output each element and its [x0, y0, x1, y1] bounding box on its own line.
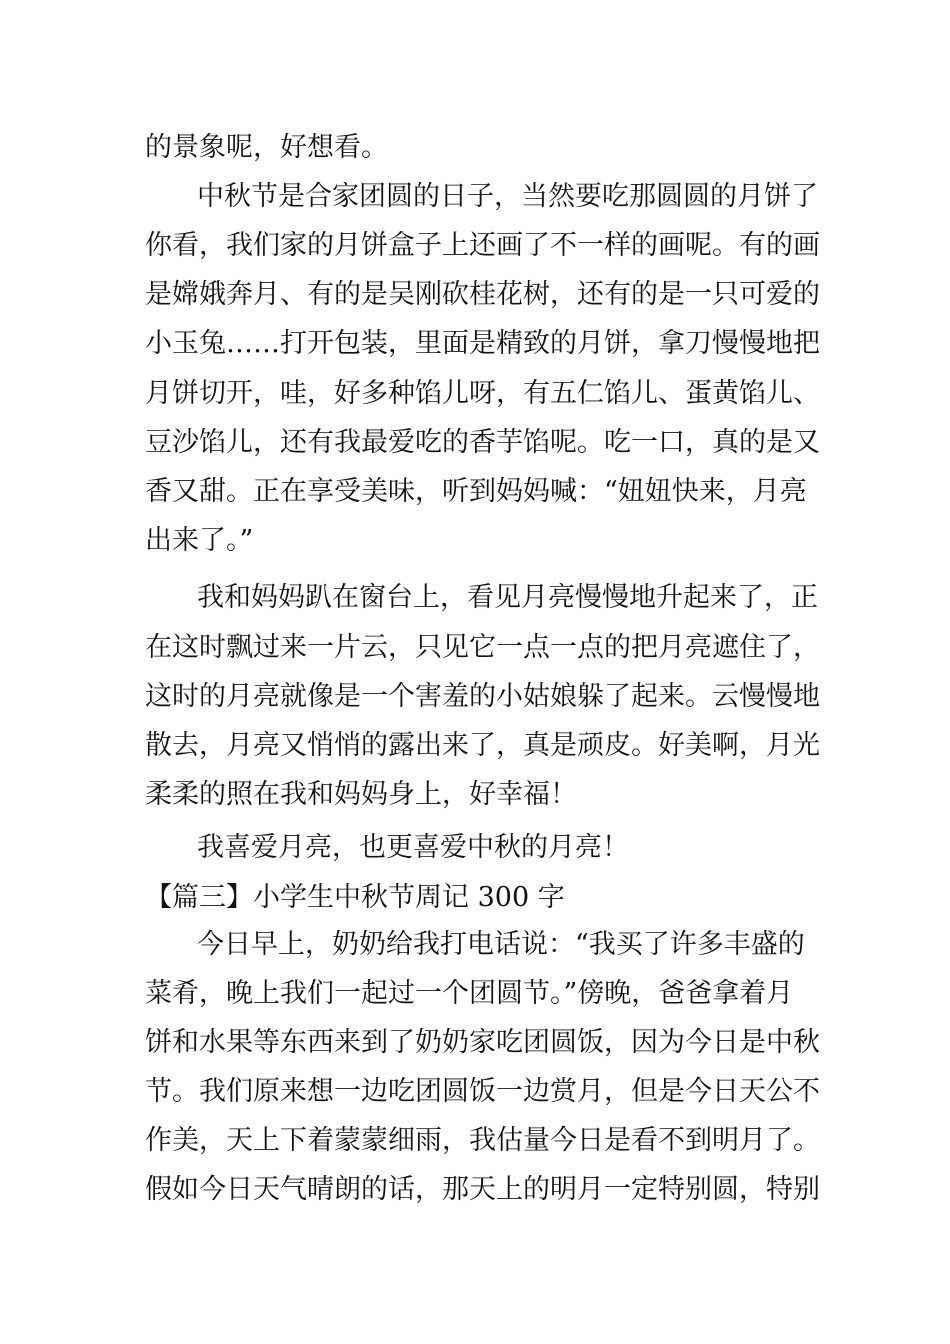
text-line: 作美，天上下着蒙蒙细雨，我估量今日是看不到明月了。	[145, 1125, 820, 1156]
text-line: 香又甜。正在享受美味，听到妈妈喊：“妞妞快来，月亮	[145, 476, 807, 507]
paragraph-start-line: 中秋节是合家团圆的日子，当然要吃那圆圆的月饼了	[197, 181, 818, 212]
text-line: 你看，我们家的月饼盒子上还画了不一样的画呢。有的画	[145, 230, 820, 261]
text-line: 散去，月亮又悄悄的露出来了，真是顽皮。好美啊，月光	[145, 730, 820, 761]
text-line: 豆沙馅儿，还有我最爱吃的香芋馅呢。吃一口，真的是又	[145, 427, 820, 458]
text-line: 出来了。”	[145, 525, 254, 556]
text-line: 柔柔的照在我和妈妈身上，好幸福！	[145, 779, 577, 810]
section-heading: 【篇三】小学生中秋节周记 300 字	[145, 882, 565, 913]
text-line: 这时的月亮就像是一个害羞的小姑娘躲了起来。云慢慢地	[145, 681, 820, 712]
paragraph-start-line: 我喜爱月亮，也更喜爱中秋的月亮！	[197, 832, 629, 863]
paragraph-start-line: 今日早上，奶奶给我打电话说：“我买了许多丰盛的	[197, 929, 805, 960]
text-line: 是嫦娥奔月、有的是吴刚砍桂花树，还有的是一只可爱的	[145, 279, 820, 310]
paragraph-start-line: 我和妈妈趴在窗台上，看见月亮慢慢地升起来了，正	[197, 582, 818, 613]
text-line: 小玉兔……打开包装，里面是精致的月饼，拿刀慢慢地把	[145, 328, 820, 359]
text-line: 节。我们原来想一边吃团圆饭一边赏月，但是今日天公不	[145, 1076, 820, 1107]
text-line: 月饼切开，哇，好多种馅儿呀，有五仁馅儿、蛋黄馅儿、	[145, 378, 820, 409]
text-line: 的景象呢，好想看。	[145, 132, 388, 163]
text-line: 在这时飘过来一片云，只见它一点一点的把月亮遮住了，	[145, 632, 820, 663]
text-line: 菜肴，晚上我们一起过一个团圆节。”傍晚，爸爸拿着月	[145, 978, 794, 1009]
text-line: 饼和水果等东西来到了奶奶家吃团圆饭，因为今日是中秋	[145, 1027, 820, 1058]
text-line: 假如今日天气晴朗的话，那天上的明月一定特别圆，特别	[145, 1174, 820, 1205]
